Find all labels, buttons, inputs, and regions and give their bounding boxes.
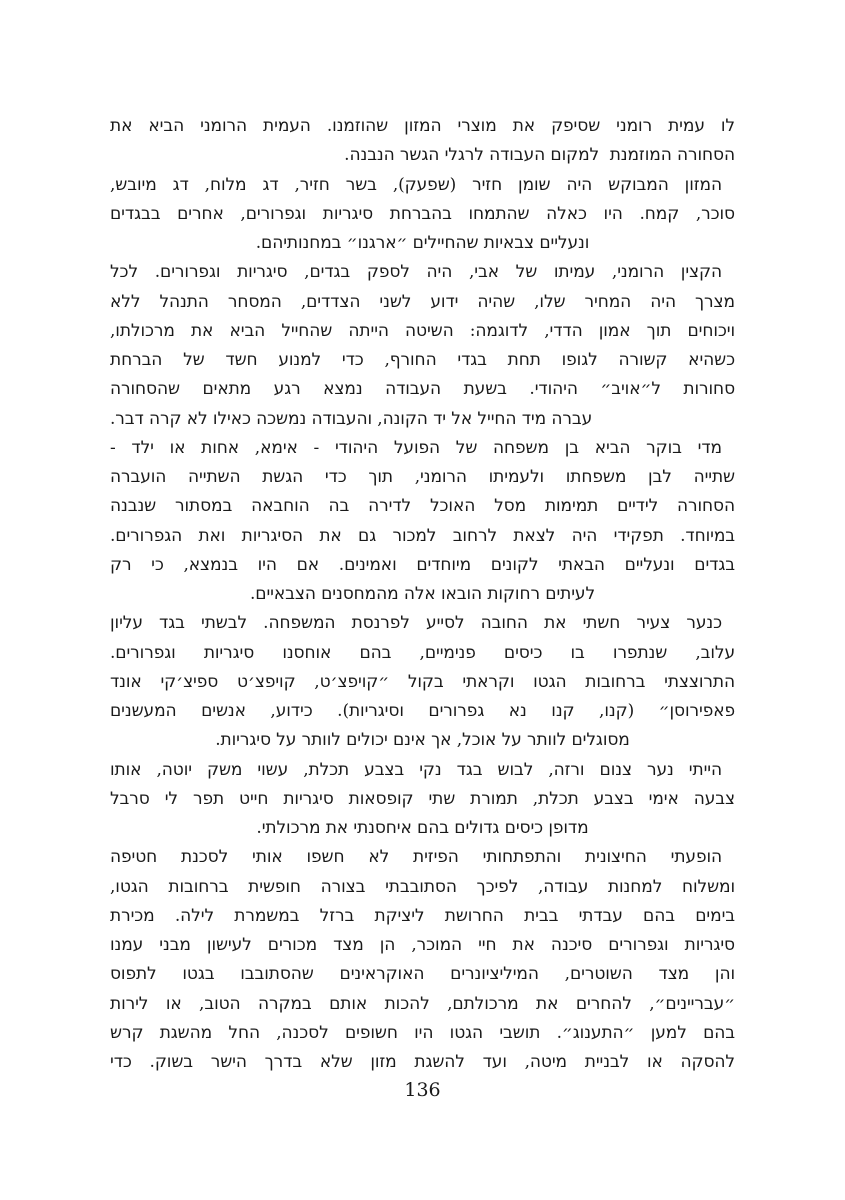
text-line: ויכוחים תוך אמון הדדי, לדוגמה: השיטה הייתה שהחייל הביא את מרכולתו, — [110, 320, 735, 341]
text-line: הקצין הרומני, עמיתו של אבי, היה לספק בגדים, סיגריות וגפרורים. לכל — [110, 262, 722, 283]
text-line: במיוחד. תפקידי היה לצאת לרחוב למכור גם את הסיגריות ואת הגפרורים. — [110, 525, 735, 546]
text-line: בהם למען ״התענוג״. תושבי הגטו היו חשופים לסכנה, החל מהשגת קרש — [110, 1022, 735, 1043]
text-line: לו עמית רומני שסיפק את מוצרי המזון שהוזמנו. העמית הרומני הביא את — [110, 116, 735, 136]
text-line: ״עבריינים״, להחרים את מרכולתם, להכות אותם במקרה הטוב, או לירות — [110, 993, 735, 1014]
text-line: כנער צעיר חשתי את החובה לסייע לפרנסת המשפחה. לבשתי בגד עליון — [110, 613, 722, 634]
text-line: לעיתים רחוקות הובאו אלה מהמחסנים הצבאיים. — [249, 584, 596, 604]
text-line: מדי בוקר הביא בן משפחה של הפועל היהודי - אימא, אחות או ילד - — [110, 437, 722, 458]
text-line: מצרך היה המחיר שלו, שהיה ידוע לשני הצדדים, המסחר התנהל ללא — [110, 291, 735, 312]
paragraph — [110, 171, 735, 259]
text-line: כשהיא קשורה לגופו תחת בגדי החורף, כדי למנוע חשד של הברחת — [110, 350, 735, 370]
paragraph — [110, 756, 735, 844]
paragraph — [110, 609, 735, 755]
paragraph — [110, 843, 735, 1077]
text-line: עברה מיד החייל אל יד הקונה, והעבודה נמשכה כאילו לא קרה דבר. — [110, 408, 593, 429]
text-line: בימים בהם עבדתי בבית החרושת ליציקת ברזל במשמרת לילה. מכירת — [110, 905, 735, 926]
page-number: 136 — [404, 1079, 441, 1101]
text-line: הופעתי החיצונית והתפתחותי הפיזית לא חשפו אותי לסכנת חטיפה — [110, 847, 722, 868]
text-line: צבעה אימי בצבע תכלת, תמורת שתי קופסאות סיגריות חייט תפר לי סרבל — [110, 788, 735, 809]
text-line: להסקה או לבניית מיטה, ועד להשגת מזון שלא בדרך הישר בשוק. כדי — [110, 1052, 735, 1072]
text-line: הסחורה המוזמנת למקום העבודה לרגלי הגשר הנבנה. — [344, 145, 735, 166]
text-line: המזון המבוקש היה שומן חזיר (שפעק), בשר חזיר, דג מלוח, דג מיובש, — [110, 174, 722, 195]
text-line: סחורות ל״אויב״ היהודי. בשעת העבודה נמצא רגע מתאים שהסחורה — [110, 379, 735, 400]
paragraph — [110, 112, 735, 171]
text-line: ומשלוח למחנות עבודה, לפיכך הסתובבתי בצורה חופשית ברחובות הגטו, — [110, 876, 735, 897]
text-line: סוכר, קמח. היו כאלה שהתמחו בהברחת סיגריות וגפרורים, אחרים בבגדים — [110, 203, 735, 224]
text-line: ונעליים צבאיות שהחיילים ״ארגנו״ במחנותיהם. — [255, 233, 590, 253]
text-line: עלוב, שנתפרו בו כיסים פנימיים, בהם אוחסנו סיגריות וגפרורים. — [110, 642, 735, 663]
text-line: התרוצצתי ברחובות הגטו וקראתי בקול ״קויפצ׳ט, קויפצ׳ט ספיצ׳קי אונד — [110, 671, 735, 692]
text-line: הסחורה לידיים תמימות מסל האוכל לדירה בה הוחבאה במסתור שנבנה — [110, 496, 735, 517]
paragraph — [110, 434, 735, 610]
text-block — [110, 112, 735, 1077]
text-line: מדופן כיסים גדולים בהם איחסנתי את מרכולתי. — [256, 818, 589, 838]
text-line: פאפירוסן״ (קנו, קנו נא גפרורים וסיגריות). כידוע, אנשים המעשנים — [110, 701, 735, 721]
text-line: מסוגלים לוותר על אוכל, אך אינם יכולים לוותר על סיגריות. — [215, 730, 630, 751]
text-line: הייתי נער צנום ורזה, לבוש בגד נקי בצבע תכלת, עשוי משק יוטה, אותו — [110, 759, 722, 780]
text-line: סיגריות וגפרורים סיכנה את חיי המוכר, הן מצד מכורים לעישון מבני עמנו — [110, 935, 735, 955]
text-line: שתייה לבן משפחתו ולעמיתו הרומני, תוך כדי הגשת השתייה הועברה — [110, 467, 735, 487]
paragraph — [110, 258, 735, 434]
text-line: בגדים ונעליים הבאתי לקונים מיוחדים ואמינים. אם היו בנמצא, כי רק — [110, 554, 735, 575]
text-line: והן מצד השוטרים, המיליציונרים האוקראינים שהסתובבו בגטו לתפוס — [110, 964, 735, 985]
